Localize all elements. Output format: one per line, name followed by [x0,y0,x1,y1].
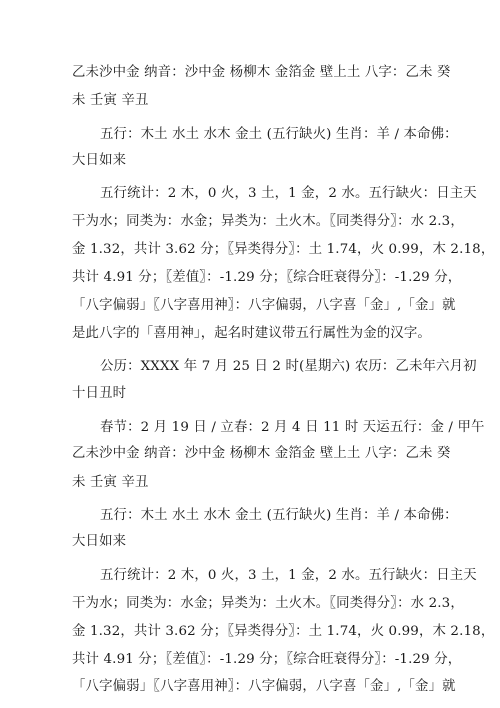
paragraph-first-line: 五行：木土 水土 水木 金土 (五行缺火) 生肖：羊 / 本命佛： [100,127,458,142]
text-line: 金 1.32，共计 3.62 分；〖异类得分〗：土 1.74，火 0.99，木 2.18， [72,242,495,257]
paragraph-first-line: 公历：XXXX 年 7 月 25 日 2 时(星期六) 农历：乙未年六月初 [100,359,477,374]
text-line: 「八字偏弱」〖八字喜用神〗：八字偏弱，八字喜「金」,「金」就 [72,679,456,694]
text-line: 共计 4.91 分；〖差值〗：-1.29 分；〖综合旺衰得分〗：-1.29 分， [72,270,462,285]
paragraph-first-line: 五行统计：2 木，0 火，3 土，1 金，2 水。五行缺火：日主天 [100,568,477,583]
paragraph-first-line: 春节：2 月 19 日 / 立春：2 月 4 日 11 时 天运五行：金 / 甲午 [100,420,485,435]
text-line: 乙未沙中金 纳音：沙中金 杨柳木 金箔金 壁上土 八字：乙未 癸 [72,65,451,80]
text-line: 未 壬寅 辛丑 [72,93,149,108]
text-line: 是此八字的「喜用神」，起名时建议带五行属性为金的汉字。 [72,326,431,341]
text-line: 「八字偏弱」〖八字喜用神〗：八字偏弱，八字喜「金」,「金」就 [72,298,456,313]
text-line: 乙未沙中金 纳音：沙中金 杨柳木 金箔金 壁上土 八字：乙未 癸 [72,446,451,461]
text-line: 干为水；同类为：水金；异类为：土火木。〖同类得分〗：水 2.3， [72,596,464,611]
text-line: 大日如来 [72,534,127,549]
text-line: 十日丑时 [72,386,127,401]
text-line: 大日如来 [72,153,127,168]
paragraph-first-line: 五行：木土 水土 水木 金土 (五行缺火) 生肖：羊 / 本命佛： [100,508,458,523]
text-line: 金 1.32，共计 3.62 分；〖异类得分〗：土 1.74，火 0.99，木 2.18， [72,624,495,639]
text-line: 未 壬寅 辛丑 [72,475,149,490]
paragraph-first-line: 五行统计：2 木，0 火，3 土，1 金，2 水。五行缺火：日主天 [100,186,477,201]
text-line: 共计 4.91 分；〖差值〗：-1.29 分；〖综合旺衰得分〗：-1.29 分， [72,652,462,667]
text-line: 干为水；同类为：水金；异类为：土火木。〖同类得分〗：水 2.3， [72,214,464,229]
